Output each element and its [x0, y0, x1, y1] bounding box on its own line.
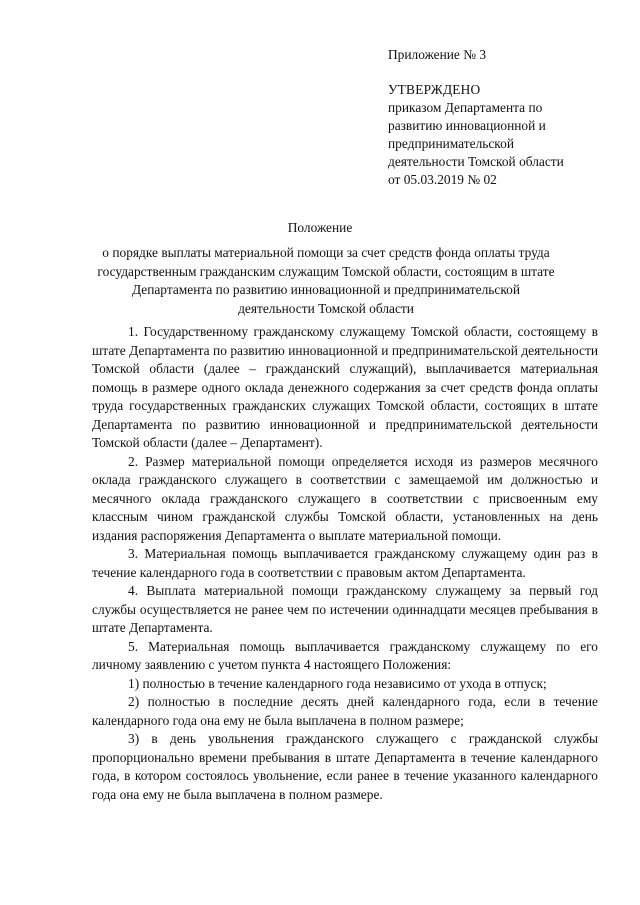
- approval-line: от 05.03.2019 № 02: [388, 172, 497, 187]
- document-subtitle: о порядке выплаты материальной помощи за счет средств фонда оплаты труда государственным гражданским служащим Томской области, состоящим в штате Департамента по развитию инновационной и предпринимательской деятельности Томской области: [97, 245, 555, 316]
- approved-stamp-label: УТВЕРЖДЕНО: [388, 82, 481, 97]
- paragraph: 4. Выплата материальной помощи гражданскому служащему за первый год службы осуществляется не ранее чем по истечении одиннадцати месяцев пребывания в штате Департамента.: [92, 583, 598, 635]
- approval-block: [388, 46, 628, 189]
- paragraph: 5. Материальная помощь выплачивается гражданскому служащему по его личному заявлению с учетом пункта 4 настоящего Положения:: [92, 638, 598, 672]
- approval-line: приказом Департамента по: [388, 100, 543, 115]
- paragraph: 2. Размер материальной помощи определяется исходя из размеров месячного оклада гражданского служащего в соответствии с замещаемой им должностью и месячного оклада гражданского служащего в соответствии с присвоенным ему классным чином гражданской службы Томской области, установленных на день издания распоряжения Департамента о выплате материальной помощи.: [92, 453, 598, 543]
- list-item: 3) в день увольнения гражданского служащего с гражданской службы пропорционально времени пребывания в штате Департамента в течение календарного года, в котором состоялось увольнение, если ранее в течение указанного календарного года она ему не была выплачена в полном размере.: [92, 731, 598, 802]
- paragraph: 1. Государственному гражданскому служащему Томской области, состоящему в штате Департамента по развитию инновационной и предпринимательской деятельности Томской области (далее – гражданский служащий), выплачивается материальная помощь в размере одного оклада денежного содержания за счет средств фонда оплаты труда государственных гражданских служащих Томской области, состоящих в штате Департамента по развитию инновационной и предпринимательской деятельности Томской области (далее – Департамент).: [92, 324, 598, 450]
- document-body: [92, 323, 598, 804]
- document-title: Положение: [287, 220, 353, 235]
- approval-line: деятельности Томской области: [388, 154, 564, 169]
- paragraph: 3. Материальная помощь выплачивается гражданскому служащему один раз в течение календарного года в соответствии с правовым актом Департамента.: [92, 546, 598, 580]
- appendix-label: Приложение № 3: [388, 47, 487, 62]
- list-item: 2) полностью в последние десять дней календарного года, если в течение календарного года она ему не была выплачена в полном размере;: [92, 694, 598, 728]
- approval-line: предпринимательской: [388, 136, 514, 151]
- approval-line: развитию инновационной и: [388, 118, 546, 133]
- list-item: 1) полностью в течение календарного года независимо от ухода в отпуск;: [128, 675, 547, 691]
